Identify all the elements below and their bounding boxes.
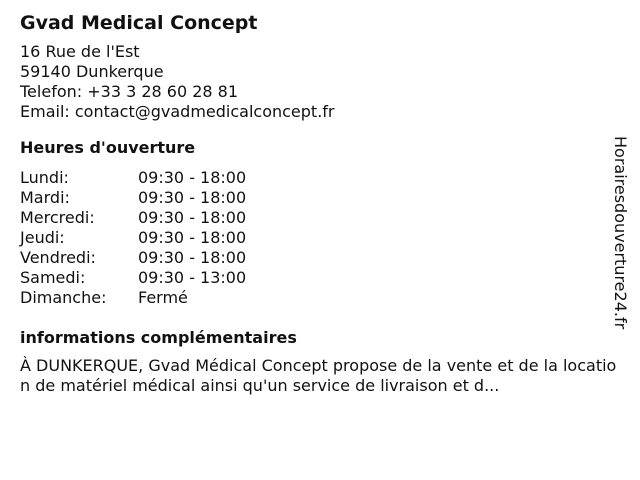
info-heading: informations complémentaires	[20, 328, 297, 347]
hours-row-sunday	[20, 288, 610, 308]
hours-row-saturday	[20, 268, 610, 288]
hours-row-tuesday	[20, 188, 610, 208]
hours-table	[20, 168, 610, 308]
address-block	[20, 42, 610, 122]
info-description: À DUNKERQUE, Gvad Médical Concept propose de la vente et de la location de matériel médical ainsi qu'un service de livraison et d...	[20, 356, 617, 395]
time-value: Fermé	[138, 288, 188, 307]
hours-heading: Heures d'ouverture	[20, 138, 196, 157]
day-label: Vendredi:	[20, 248, 96, 267]
time-value: 09:30 - 18:00	[138, 248, 247, 267]
day-label: Samedi:	[20, 268, 86, 287]
time-value: 09:30 - 13:00	[138, 268, 247, 287]
site-watermark: Horairesdouverture24.fr	[611, 136, 630, 330]
time-value: 09:30 - 18:00	[138, 188, 247, 207]
day-label: Mardi:	[20, 188, 70, 207]
city-line: 59140 Dunkerque	[20, 62, 164, 81]
business-name: Gvad Medical Concept	[20, 12, 258, 34]
street-line: 16 Rue de l'Est	[20, 42, 140, 61]
hours-row-thursday	[20, 228, 610, 248]
day-label: Jeudi:	[20, 228, 65, 247]
business-card	[20, 10, 617, 396]
time-value: 09:30 - 18:00	[138, 228, 247, 247]
hours-row-friday	[20, 248, 610, 268]
day-label: Mercredi:	[20, 208, 95, 227]
day-label: Lundi:	[20, 168, 69, 187]
day-label: Dimanche:	[20, 288, 107, 307]
hours-row-monday	[20, 168, 610, 188]
time-value: 09:30 - 18:00	[138, 208, 247, 227]
hours-row-wednesday	[20, 208, 610, 228]
phone-line: Telefon: +33 3 28 60 28 81	[20, 82, 239, 101]
email-line: Email: contact@gvadmedicalconcept.fr	[20, 102, 335, 121]
time-value: 09:30 - 18:00	[138, 168, 247, 187]
